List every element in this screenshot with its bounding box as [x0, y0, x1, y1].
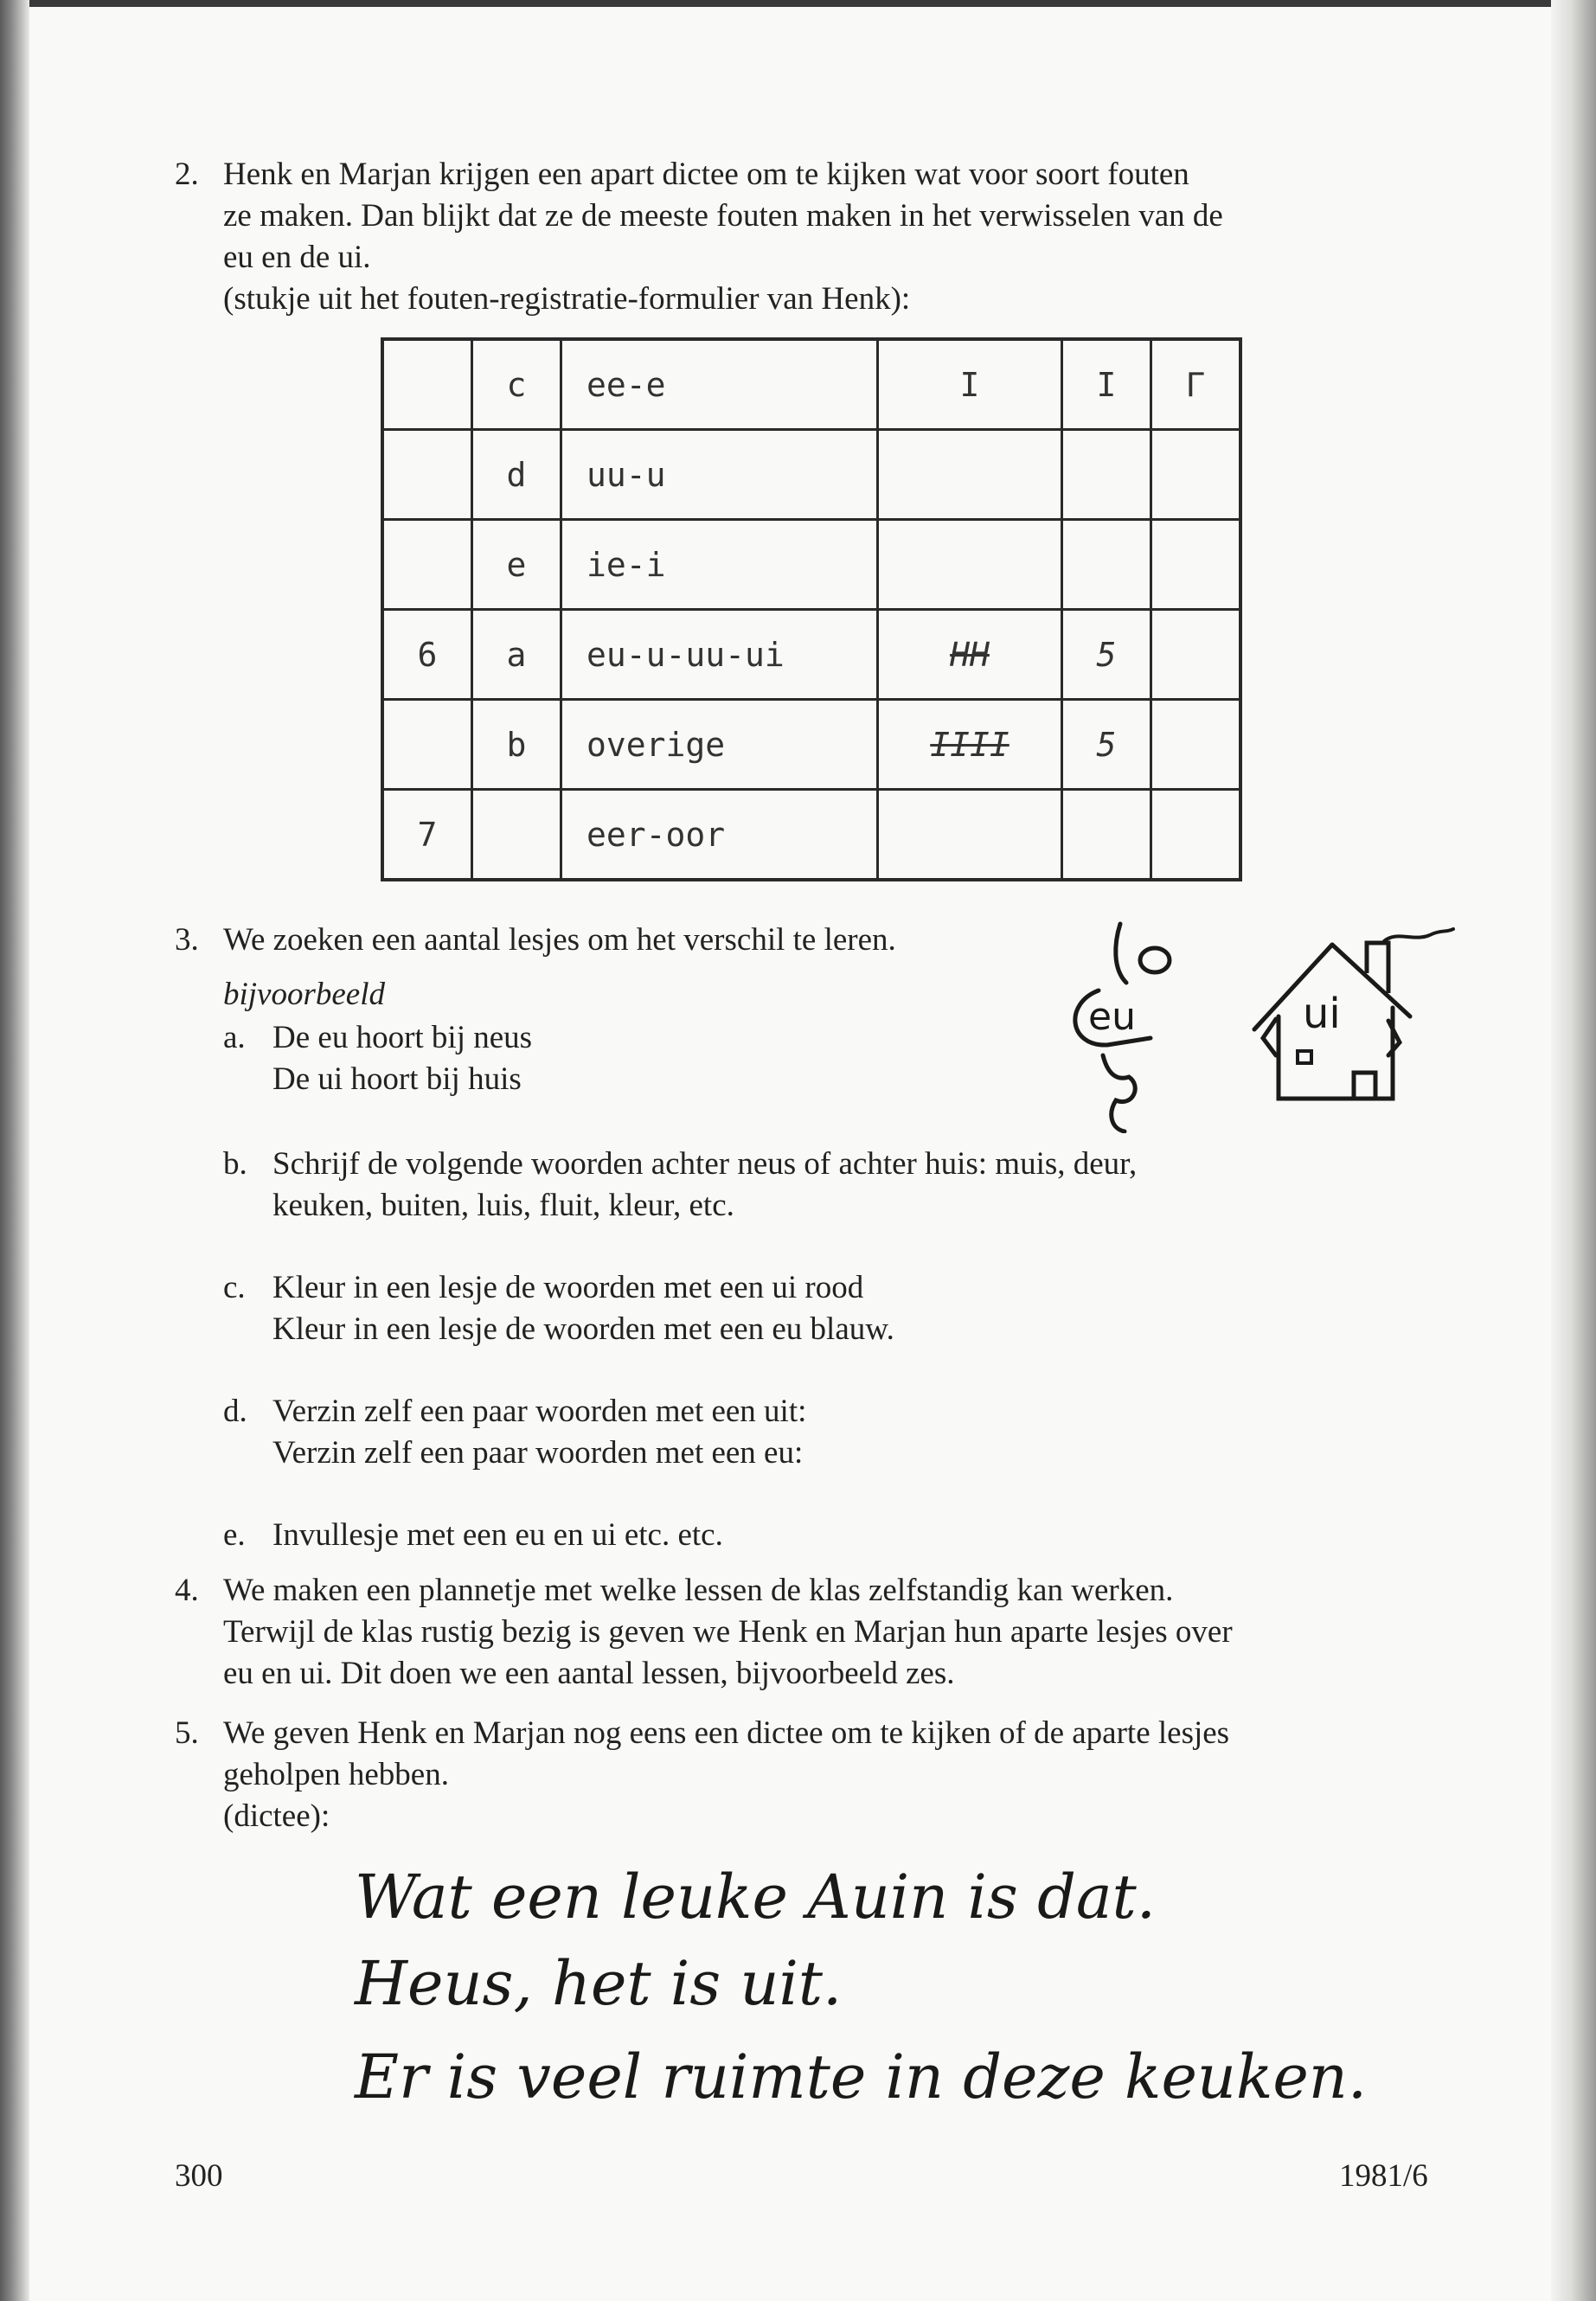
item-3b-label: b. [223, 1146, 247, 1182]
item-2-line: ze maken. Dan blijkt dat ze de meeste fouten maken in het verwisselen van de [223, 198, 1223, 234]
nose-drawing [1047, 908, 1220, 1133]
item-4-line: Terwijl de klas rustig bezig is geven we Henk en Marjan hun aparte lesjes over [223, 1614, 1233, 1650]
table-cell: overige [561, 700, 878, 790]
table-row [382, 520, 1240, 610]
table-cell: 5 [1062, 610, 1151, 700]
item-3-number: 3. [175, 922, 199, 958]
item-3b-line: Schrijf de volgende woorden achter neus of achter huis: muis, deur, [272, 1146, 1138, 1182]
table-cell: b [472, 700, 561, 790]
table-cell [382, 430, 472, 520]
item-2-line: (stukje uit het fouten-registratie-formulier van Henk): [223, 281, 911, 317]
table-cell: d [472, 430, 561, 520]
table-cell: 6 [382, 610, 472, 700]
table-cell [1151, 520, 1241, 610]
error-registration-table [381, 337, 1242, 881]
item-3-example-label: bijvoorbeeld [223, 977, 386, 1012]
item-3a-line: De ui hoort bij huis [272, 1061, 522, 1097]
item-3c-label: c. [223, 1270, 246, 1305]
page-number: 300 [175, 2158, 223, 2194]
item-3c-line: Kleur in een lesje de woorden met een ui rood [272, 1270, 864, 1305]
house-ui-label: ui [1303, 990, 1341, 1038]
table-cell [1151, 610, 1241, 700]
scan-edge-left [0, 0, 29, 2301]
table-cell: uu-u [561, 430, 878, 520]
table-cell [472, 790, 561, 881]
table-cell: 5 [1062, 700, 1151, 790]
house-drawing [1246, 926, 1462, 1116]
table-row [382, 700, 1240, 790]
item-3d-line: Verzin zelf een paar woorden met een eu: [272, 1435, 804, 1471]
item-3c-line: Kleur in een lesje de woorden met een eu blauw. [272, 1311, 894, 1347]
item-3a-line: De eu hoort bij neus [272, 1020, 533, 1055]
item-5-line: (dictee): [223, 1798, 330, 1834]
tally-marks: HH [878, 610, 1062, 700]
table-cell [382, 339, 472, 430]
item-5-line: geholpen hebben. [223, 1757, 449, 1792]
table-cell: c [472, 339, 561, 430]
item-2-line: Henk en Marjan krijgen een apart dictee om te kijken wat voor soort fouten [223, 157, 1189, 192]
item-2-number: 2. [175, 157, 199, 192]
table-cell [1151, 790, 1241, 881]
table-cell [878, 790, 1062, 881]
item-3d-line: Verzin zelf een paar woorden met een uit: [272, 1394, 807, 1429]
dictation-line: Heus, het is uit. [355, 1948, 843, 2019]
table-cell: eu-u-uu-ui [561, 610, 878, 700]
table-cell: ie-i [561, 520, 878, 610]
table-cell: e [472, 520, 561, 610]
table-cell: Γ [1151, 339, 1241, 430]
table-row [382, 339, 1240, 430]
table-cell [878, 520, 1062, 610]
table-cell [878, 430, 1062, 520]
tally-marks: IIII [878, 700, 1062, 790]
table-cell [1151, 700, 1241, 790]
item-4-line: We maken een plannetje met welke lessen de klas zelfstandig kan werken. [223, 1573, 1174, 1608]
item-3a-label: a. [223, 1020, 246, 1055]
table-cell: ee-e [561, 339, 878, 430]
table-cell [1151, 430, 1241, 520]
item-5-number: 5. [175, 1715, 199, 1751]
dictation-line: Wat een leuke Auin is dat. [355, 1862, 1156, 1932]
table-cell: a [472, 610, 561, 700]
item-3e-label: e. [223, 1517, 246, 1553]
dictation-line: Er is veel ruimte in deze keuken. [355, 2041, 1368, 2112]
issue-number: 1981/6 [1339, 2158, 1428, 2194]
table-cell [1062, 430, 1151, 520]
table-row [382, 790, 1240, 881]
table-cell: 7 [382, 790, 472, 881]
scan-edge-right [1551, 0, 1596, 2301]
table-cell [382, 700, 472, 790]
scan-edge-top [0, 0, 1596, 7]
table-row [382, 430, 1240, 520]
item-3-intro: We zoeken een aantal lesjes om het verschil te leren. [223, 922, 896, 958]
table-cell [1062, 520, 1151, 610]
nose-eu-label: eu [1088, 995, 1136, 1039]
table-cell: I [878, 339, 1062, 430]
item-3b-line: keuken, buiten, luis, fluit, kleur, etc. [272, 1188, 734, 1223]
table-cell [382, 520, 472, 610]
item-5-line: We geven Henk en Marjan nog eens een dictee om te kijken of de aparte lesjes [223, 1715, 1230, 1751]
item-4-line: eu en ui. Dit doen we een aantal lessen, bijvoorbeeld zes. [223, 1656, 955, 1691]
item-3d-label: d. [223, 1394, 247, 1429]
table-cell [1062, 790, 1151, 881]
item-2-line: eu en de ui. [223, 240, 371, 275]
table-row [382, 610, 1240, 700]
item-4-number: 4. [175, 1573, 199, 1608]
item-3e-line: Invullesje met een eu en ui etc. etc. [272, 1517, 723, 1553]
table-cell: I [1062, 339, 1151, 430]
table-cell: eer-oor [561, 790, 878, 881]
